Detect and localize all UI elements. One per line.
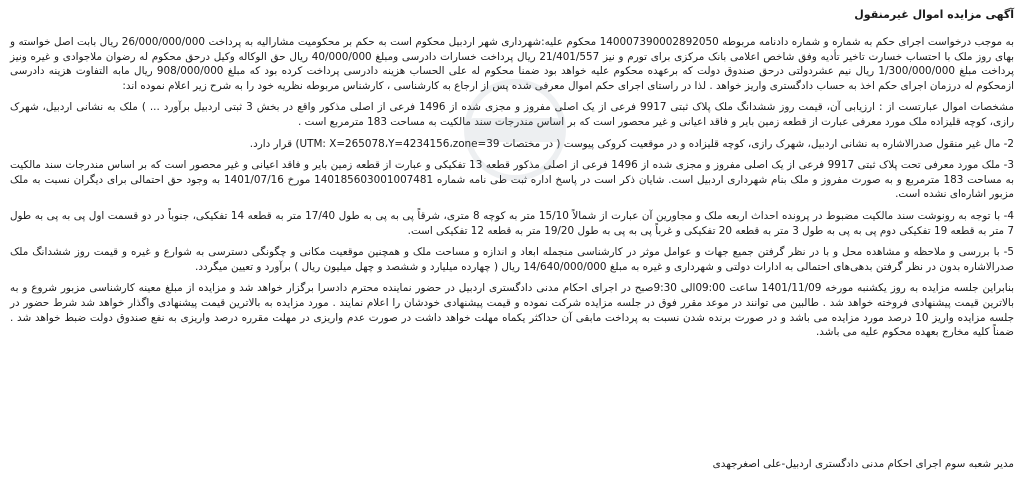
paragraph-item-3: 3- ملک مورد معرفی تحت پلاک ثبتی 9917 فرعی از یک اصلی مفروز و مجزی شده از 1496 فرعی از اصلی مذکور قطعه 13 تفکیکی و عبارت از قطعه زمین بایر و فاقد اعیانی و غیر محصور است که بر اساس مندرجات سند مالکیت به مساحت 183 مترمربع و به صورت مفروز و ملک بنام شهرداری اردبیل است. شایان ذکر است در پاسخ اداره ثبت طی نامه شماره 140185603001007481 مورخ 1401/07/16 به وجود حق احتمالی برای دیگران نسبت به ملک مزبور اشاره‌ای نشده است. [10,159,1014,201]
paragraph-item-5: 5- با بررسی و ملاحظه و مشاهده محل و با در نظر گرفتن جمیع جهات و عوامل موثر در کارشناسی منجمله ابعاد و اندازه و مساحت ملک و همچنین موقعیت مکانی و چگونگی دسترسی به شوارع و غیره و قیمت روز ششدانگ ملک صدرالاشاره بدون در نظر گرفتن بدهی‌های احتمالی به ادارات دولتی و شهرداری و غیره به مبلغ 14/640/000/000 ریال ( چهارده میلیارد و ششصد و چهل میلیون ریال ) برآورد و تعیین میگردد. [10,246,1014,273]
paragraph-auction-terms: بنابراین جلسه مزایده به روز یکشنبه مورخه 1401/11/09 ساعت 09:00الی 9:30صبح در اجرای احکام مدنی دادگستری اردبیل در حضور نماینده محترم دادسرا برگزار خواهد شد و مزایده از مبلغ معینه کارشناسی مزبور شروع و به بالاترین قیمت پیشنهادی فروخته خواهد شد . طالبین می توانند در موعد مقرر فوق در جلسه مزایده شرکت نموده و قیمت پیشنهادی خودشان را اعلام نمایند . مورد مزایده به بالاترین قیمت پیشنهادی واگذار خواهد شد شرط حضور در جلسه مزایده واریز 10 درصد مورد مزایده می باشد و در صورت برنده شدن نسبت به پرداخت مابقی آن حداکثر یکماه مهلت خواهد داشت در صورت عدم واریزی در مهلت مقرره درصد واریزی به نفع صندوق دولت ضبط خواهد شد . ضمناً کلیه مخارج بعهده محکوم علیه می باشد. [10,282,1014,339]
paragraph-item-4: 4- با توجه به رونوشت سند مالکیت مضبوط در پرونده احداث اربعه ملک و مجاورین آن عبارت از شمالاً 15/10 متر به کوچه 8 متری، شرقاً پی به پی به طول 17/40 متر به قطعه 14 تفکیکی، جنوباً در دو قسمت اول پی به پی به طول 7 متر به قطعه 19 تفکیکی دوم پی به پی به طول 3 متر به قطعه 20 تفکیکی و غرباً پی به پی به طول 19/20 متر به قطعه 12 تفکیکی است. [10,209,1014,237]
signature-line: مدیر شعبه سوم اجرای احکام مدنی دادگستری اردبیل-علی اصغرجهدی [712,458,1014,470]
paragraph-intro: به موجب درخواست اجرای حکم به شماره و شماره دادنامه مربوطه 140007390002892050 محکوم علیه:شهرداری شهر اردبیل محکوم است به حکم بر محکومیت مشارالیه به پرداخت 26/000/000/000 ریال بابت اصل خواسته و بهای روز ملک با احتساب خسارت تاخیر تأدیه وفق شاخص اعلامی بانک مرکزی برای تورم و نیز 21/401/557 ریال پرداخت خسارات دادرسی ومبلغ 40/000/000 ریال حق الوکاله وکیل درحق محکوم له رضوان ملاجوادی و غیره ونیز پرداخت مبلغ 1/300/000/000 ریال نیم عشردولتی درحق صندوق دولت که برعهده محکوم علیه خواهد بود ضمنا محکوم له علی الحساب هزینه دادرسی پرداخت کرده بود که مبلغ 908/000/000 ریال مابه التفاوت هزینه دادرسی ازمحکوم له درزمان اجرای حکم اخذ به حساب دادگستری واریز خواهد . لذا در راستای اجرای حکم اموال معرفی شده پس از ارجاع به کارشناسی ، کارشناس مربوطه نظریه خود را به شرح زیر اعلام نموده اند: [10,36,1015,92]
paragraph-property-specs: مشخصات اموال عبارتست از : ارزیابی آن، قیمت روز ششدانگ ملک پلاک ثبتی 9917 فرعی از یک اصلی مفروز و مجزی شده از 1496 فرعی از اصلی مذکور واقع در بخش 3 ثبتی اردبیل برآورد ... ) ملک به نشانی اردبیل، شهرک رازی، کوچه قلیزاده ملک مورد معرفی عبارت از قطعه زمین بایر و فاقد اعیانی و غیر محصور است که بر اساس مندرجات سند مالکیت به مساحت 183 مترمربع است . [10,101,1014,128]
paragraph-item-2: 2- مال غیر منقول صدرالاشاره به نشانی اردبیل، شهرک رازی، کوچه قلیزاده و در موقعیت کروکی پیوست ( در مختصات UTM: X=265078،Y=4234156،zone=39) قرار دارد. [249,137,1014,150]
notice-title: آگهی مزایده اموال غیرمنقول [854,8,1014,21]
